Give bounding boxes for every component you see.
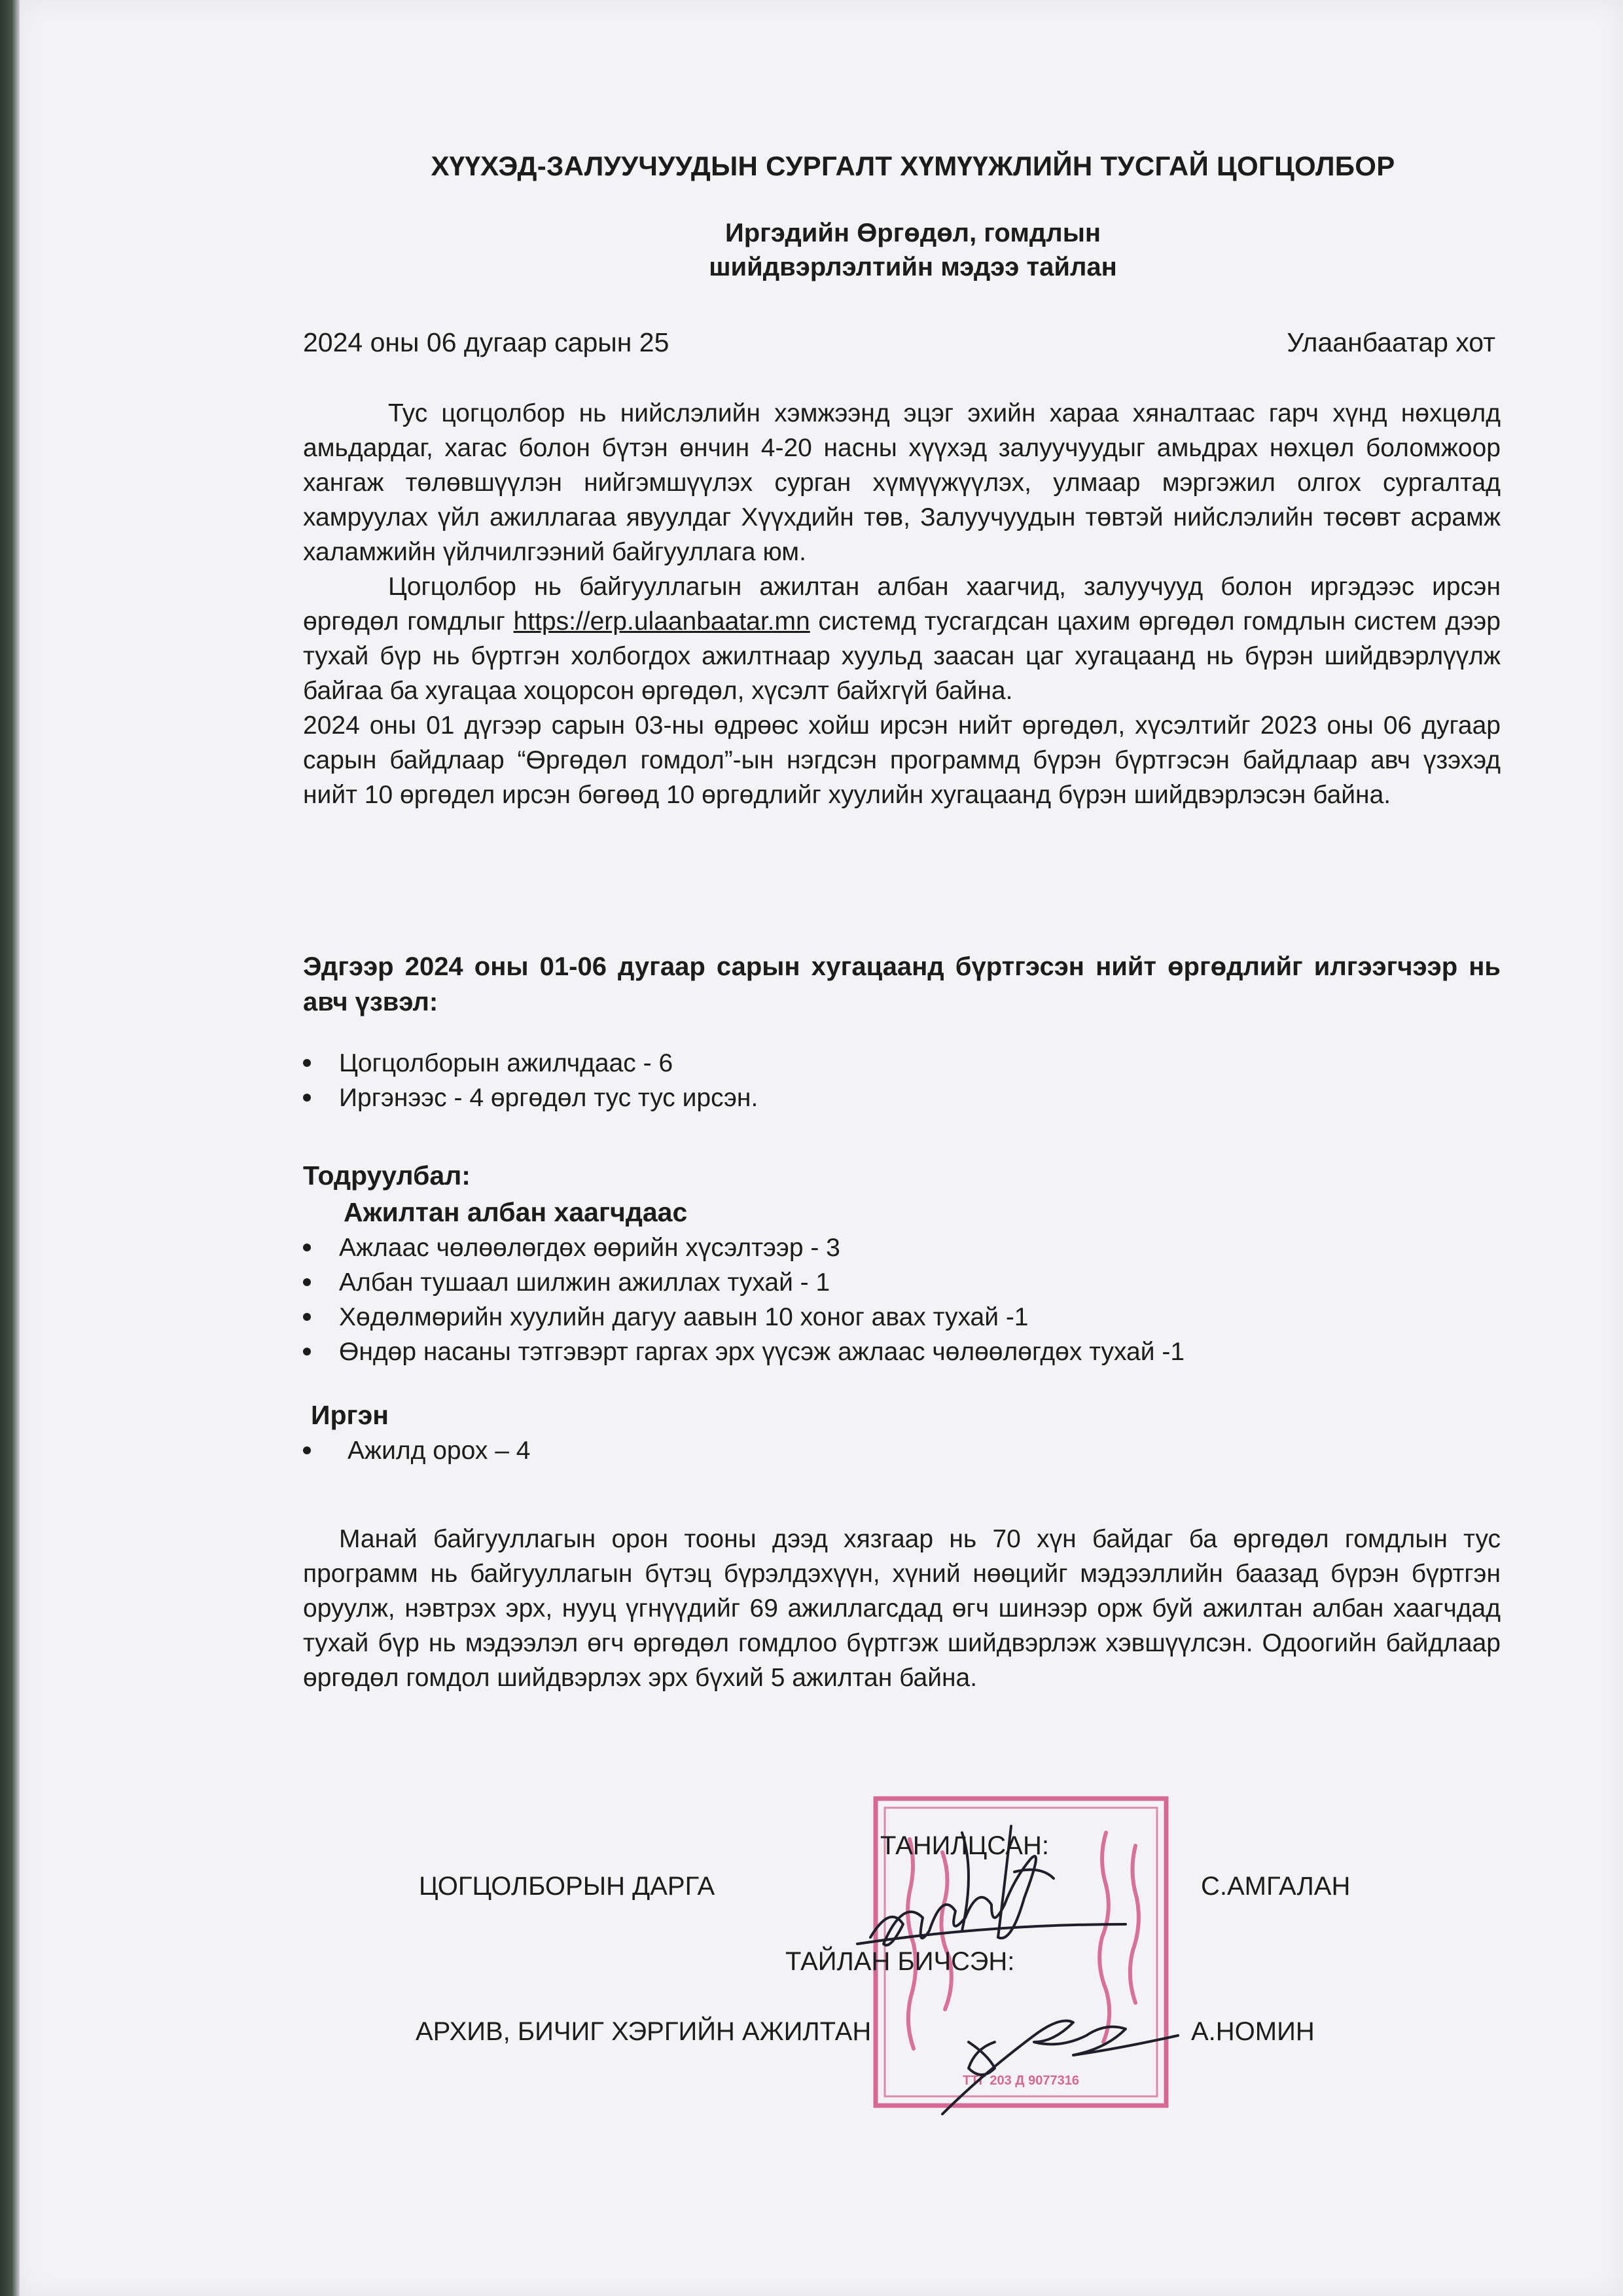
paragraph-system (303, 569, 1501, 708)
bullet-icon (303, 1094, 311, 1102)
paragraph-system-text-a: Цогцолбор нь байгууллагын ажилтан албан хаагчид, залуучууд болон иргэдээс ирсэн өргөдөл гомдлыг (303, 573, 1501, 636)
citizen-heading: Иргэн (311, 1400, 389, 1430)
list-item (303, 1081, 1501, 1115)
scan-edge-left (0, 0, 20, 2296)
bullet-icon (303, 1278, 311, 1286)
summary-item-staff: Цогцолборын ажилчдаас - 6 (339, 1049, 673, 1077)
paragraph-system-text-b: системд тусгагдсан цахим өргөдөл гомдлын систем дээр тухай бүр нь бүртгэн холбогдох ажилтнаар хуульд заасан цаг хугацаанд нь бүрэн шийдвэрлүүлж байгаа ба хугацаа хоцорсон өргөдөл, хүсэлт байхгүй байна. (303, 607, 1501, 705)
organization-title: ХҮҮХЭД-ЗАЛУУЧУУДЫН СУРГАЛТ ХҮМҮҮЖЛИЙН ТУСГАЙ ЦОГЦОЛБОР (431, 151, 1395, 181)
bullet-icon (303, 1059, 311, 1067)
report-title-line2: шийдвэрлэлтийн мэдээ тайлан (709, 253, 1117, 281)
list-item (303, 1230, 1501, 1265)
clerk-title: АРХИВ, БИЧИГ ХЭРГИЙН АЖИЛТАН (416, 2017, 872, 2046)
paragraph-statistics: 2024 оны 01 дүгээр сарын 03-ны өдрөөс хойш ирсэн нийт өргөдөл, хүсэлтийг 2023 оны 06 дугаар сарын байдлаар “Өргөдөл гомдол”-ын нэгдсэн программд бүрэн бүртгэсэн байдлаар авч үзэхэд нийт 10 өргөдел ирсэн бөгөөд 10 өргөдлийг хуулийн хугацаанд бүрэн шийдвэрлэсэн байна. (303, 711, 1501, 809)
list-item (303, 1265, 1501, 1300)
clerk-name: А.НОМИН (1191, 2017, 1315, 2046)
staff-item: Албан тушаал шилжин ажиллах тухай - 1 (339, 1268, 830, 1297)
body-paragraphs (303, 396, 1501, 812)
director-name: С.АМГАЛАН (1201, 1872, 1351, 1901)
clerk-signature (942, 2021, 1178, 2115)
summary-heading: Эдгээр 2024 оны 01-06 дугаар сарын хугацаанд бүртгэсэн нийт өргөдлийг илгээгчээр нь авч үзвэл: (303, 952, 1501, 1016)
staff-item: Өндөр насаны тэтгэвэрт гаргах эрх үүсэж ажлаас чөлөөлөгдөх тухай -1 (339, 1338, 1185, 1366)
list-item (303, 1300, 1501, 1335)
acknowledged-label: ТАНИЛЦСАН: (880, 1831, 1049, 1860)
prepared-label: ТАЙЛАН БИЧСЭН: (785, 1947, 1015, 1976)
report-title-line1: Иргэдийн Өргөдөл, гомдлын (724, 219, 1101, 247)
summary-item-citizens: Иргэнээс - 4 өргөдөл тус тус ирсэн. (339, 1084, 758, 1112)
detail-section (303, 1157, 1501, 1468)
bullet-icon (303, 1348, 311, 1355)
signature-marks (844, 1813, 1276, 2153)
staff-item: Ажлаас чөлөөлөгдөх өөрийн хүсэлтээр - 3 (339, 1234, 840, 1262)
list-item (303, 1433, 1501, 1468)
stamp-number: ТТГ 203 Д 9077316 (963, 2073, 1079, 2088)
director-title: ЦОГЦОЛБОРЫН ДАРГА (419, 1872, 715, 1901)
paragraph-conclusion: Манай байгууллагын орон тооны дээд хязгаар нь 70 хүн байдаг ба өргөдөл гомдлын тус программ нь байгууллагын бүтэц бүрэлдэхүүн, хүний нөөцийг мэдээллийн баазад бүрэн бүртгэн оруулж, нэвтрэх эрх, нууц үгнүүдийг 69 ажиллагсдад өгч шинээр орж буй ажилтан албан хаагчдад тухай бүр нь мэдээлэл өгч өргөдөл гомдлоо бүртгэж шийдвэрлэж хэвшүүлсэн. Одоогийн байдлаар өргөдөл гомдол шийдвэрлэх эрх бүхий 5 ажилтан байна. (303, 1525, 1501, 1692)
summary-section (303, 949, 1501, 1115)
erp-link[interactable]: https://erp.ulaanbaatar.mn (513, 607, 810, 636)
paragraph-intro: Тус цогцолбор нь нийслэлийн хэмжээнд эцэг эхийн хараа хяналтаас гарч хүнд нөхцөлд амьдардаг, хагас болон бүтэн өнчин 4-20 насны хүүхэд залуучуудыг амьдрах нөхцөл боломжоор хангаж төлөвшүүлэн нийгэмшүүлэх сурган хүмүүжүүлэх, улмаар мэргэжил олгох сургалтад хамруулах үйл ажиллагаа явуулдаг Хүүхдийн төв, Залуучуудын төвтэй нийслэлийн төсөвт асрамж халамжийн үйлчилгээний байгууллага юм. (303, 399, 1501, 566)
report-date: 2024 оны 06 дугаар сарын 25 (303, 327, 669, 357)
report-city: Улаанбаатар хот (1287, 327, 1495, 357)
citizen-list (303, 1433, 1501, 1468)
list-item (303, 1046, 1501, 1081)
list-item (303, 1335, 1501, 1369)
staff-list (303, 1230, 1501, 1369)
staff-item: Хөдөлмөрийн хуулийн дагуу аавын 10 хоног авах тухай -1 (339, 1303, 1029, 1331)
staff-heading: Ажилтан албан хаагчдаас (344, 1197, 688, 1227)
bullet-icon (303, 1244, 311, 1251)
bullet-icon (303, 1446, 311, 1454)
citizen-item: Ажилд орох – 4 (348, 1437, 531, 1465)
summary-list (303, 1046, 1501, 1115)
detail-heading: Тодруулбал: (303, 1160, 471, 1191)
bullet-icon (303, 1313, 311, 1321)
report-title (569, 216, 1257, 284)
